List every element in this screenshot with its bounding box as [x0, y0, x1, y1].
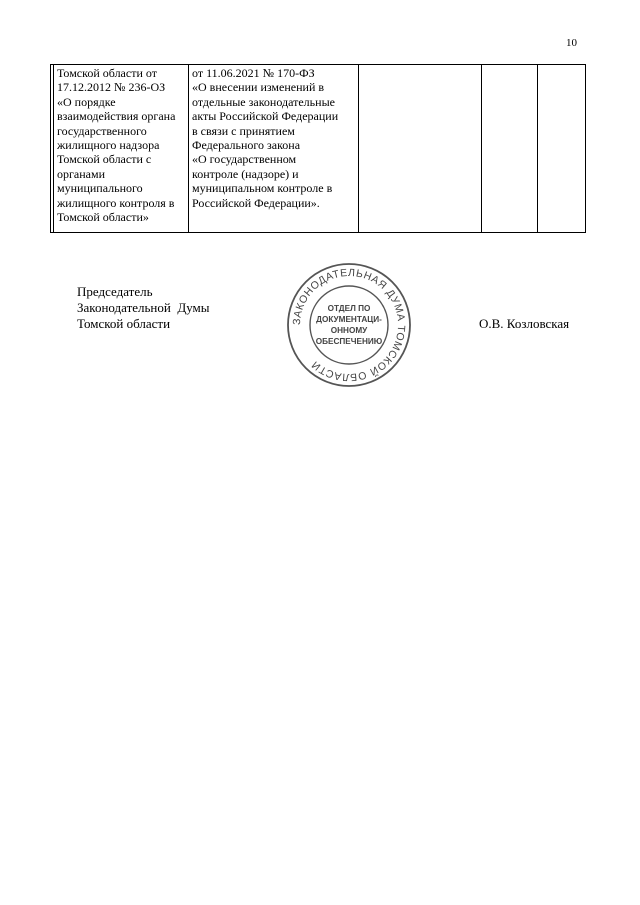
signer-name: О.В. Козловская — [479, 316, 570, 331]
table-cell-6 — [538, 65, 586, 233]
stamp-outer-text: ЗАКОНОДАТЕЛЬНАЯ ДУМА ТОМСКОЙ ОБЛАСТИ — [290, 266, 408, 384]
document-table — [50, 64, 586, 233]
table-row — [51, 65, 586, 233]
table-cell-federal-law: от 11.06.2021 № 170-ФЗ «О внесении изменений в отдельные законодательные акты Российской Федерации в связи с принятием Федерального закона «О государственном контроле (надзоре) и муниципальном контроле в Российской Федерации». — [189, 65, 359, 233]
stamp-inner-ring — [310, 286, 388, 364]
signature-position-line3: Томской области — [77, 316, 171, 331]
stamp-outer-ring — [288, 264, 410, 386]
signature-block — [77, 284, 210, 332]
page-number: 10 — [566, 37, 577, 49]
table-cell-law-title: Томской области от 17.12.2012 № 236-ОЗ «О порядке взаимодействия органа государственного жилищного надзора Томской области с органами муниципального жилищного контроля в Томской области» — [54, 65, 189, 233]
signature-position-line1: Председатель — [77, 284, 153, 299]
stamp-inner-line3: ОННОМУ — [330, 326, 368, 335]
table-cell-5 — [482, 65, 538, 233]
table-cell-4 — [359, 65, 482, 233]
stamp-inner-line4: ОБЕСПЕЧЕНИЮ — [315, 337, 383, 346]
stamp-inner-line1: ОТДЕЛ ПО — [327, 304, 371, 313]
signature-position-line2: Законодательной Думы — [77, 300, 210, 315]
stamp-inner-line2: ДОКУМЕНТАЦИ- — [316, 315, 382, 324]
official-stamp — [286, 262, 412, 388]
